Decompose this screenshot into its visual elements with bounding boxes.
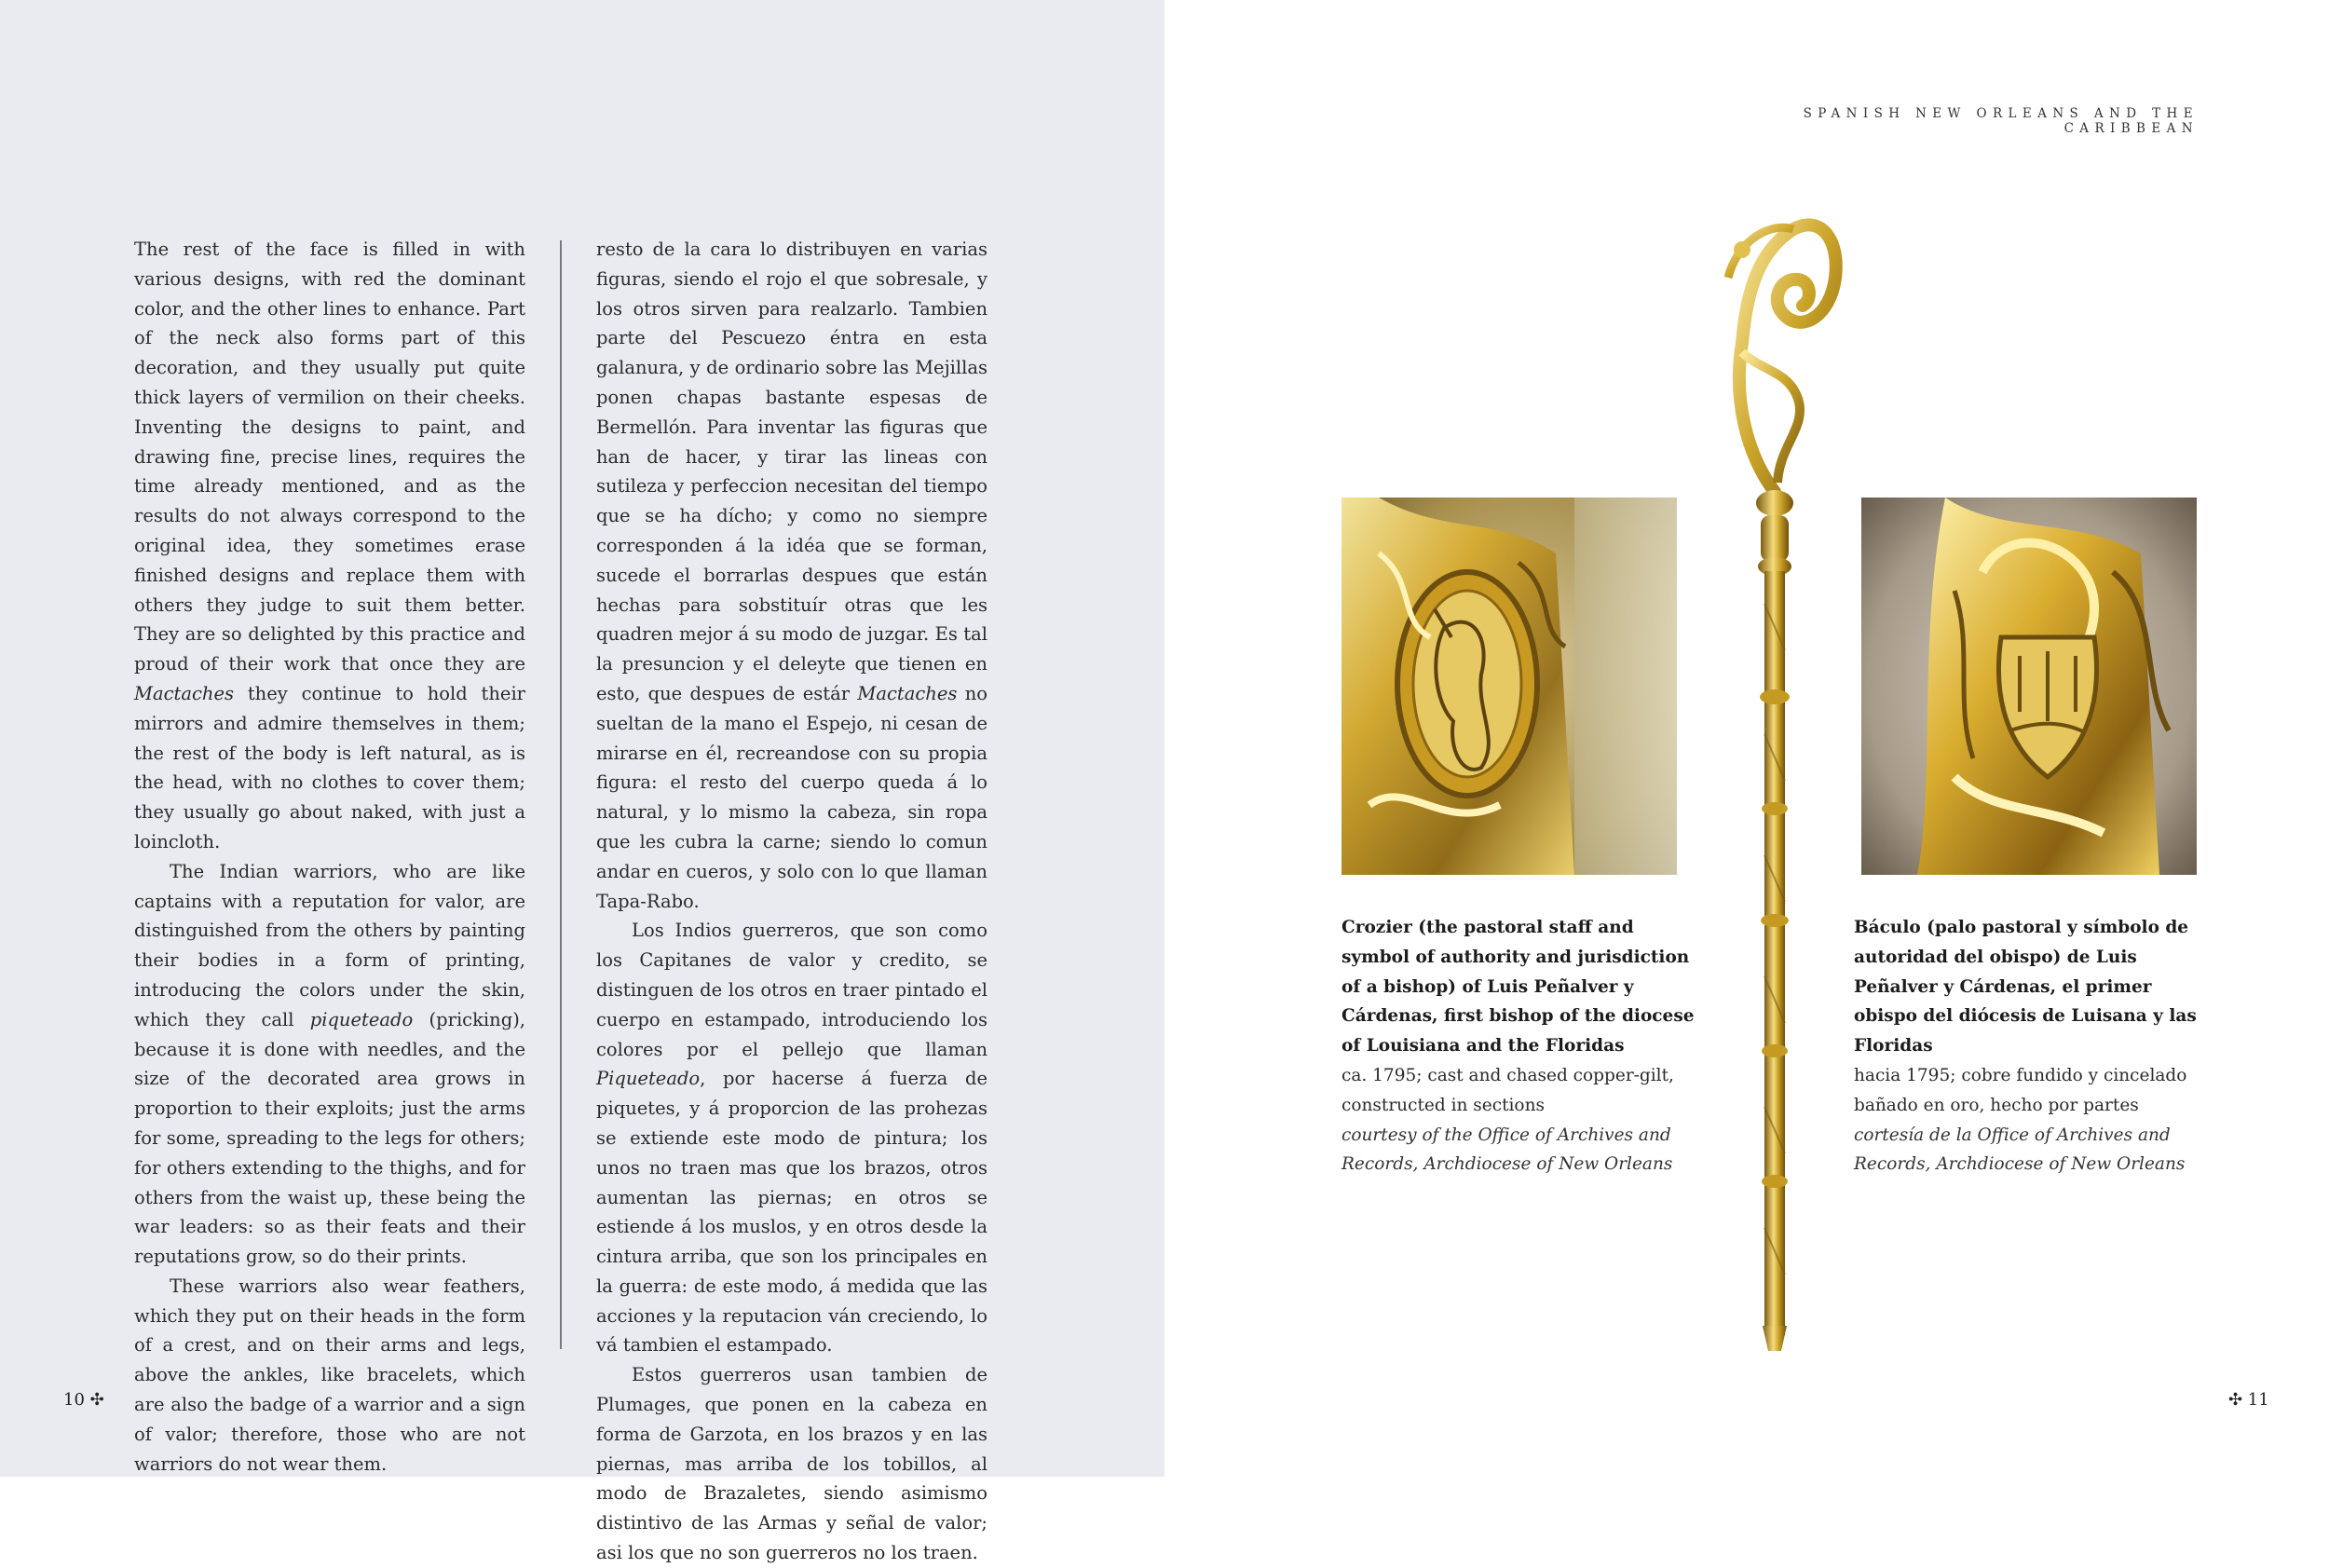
spanish-paragraph-1: resto de la cara lo distribuyen en varias figuras, siendo el rojo el que sobresale, y los otros sirven para realzarlo. Tambien parte del Pescuezo éntra en esta galanura, y de ordinario sobre las Mejillas ponen chapas bastante espesas de Bermellón. Para inventar las figuras que han de hacer, y tirar las lineas con sutileza y perfeccion necesitan del tiempo que se ha dícho; y como no siempre corresponden á la idéa que se forman, sucede el borrarlas despues que están hechas para sobstituír otras que les quadren mejor á su modo de juzgar. Es tal la presuncion y el deleyte que tienen en esto, que despues de estár Mactaches no sueltan de la mano el Espejo, ni cesan de mirarse en él, recreandose con su propia figura: el resto del cuerpo queda á lo natural, y lo mismo la cabeza, sin ropa que les cubra la carne; siendo lo comun andar en cueros, y solo con lo que llaman Tapa-Rabo. <box>596 239 988 912</box>
english-term-mactaches: Mactaches <box>134 682 235 704</box>
crozier-detail-photo-arms <box>1861 498 2197 875</box>
english-paragraph-2: The Indian warriors, who are like captains with a reputation for valor, are distinguished from the others by painting their bodies in a form of printing, introducing the colors under the skin, which they call piqueteado (pricking), because it is done with needles, and the size of the decorated area grows in proportion to their exploits; just the arms for some, spreading to the legs for others; for others extending to the thighs, and for others from the waist up, these being the war leaders: so as their feats and their reputations grow, so do their prints. <box>134 860 525 1268</box>
caption-english-credit: courtesy of the Office of Archives and Records, Archdiocese of New Orleans <box>1342 1125 1673 1175</box>
column-divider <box>560 240 562 1349</box>
caption-spanish-title: Báculo (palo pastoral y símbolo de autoridad del obispo) de Luis Peñalver y Cárdenas, el primer obispo del diócesis de Luisana y las Floridas <box>1854 918 2197 1057</box>
left-page <box>0 0 1164 1564</box>
crozier-detail-photo-pelican <box>1342 498 1677 875</box>
page-number-right: ✣ 11 <box>2228 1390 2269 1410</box>
english-text-column <box>134 235 525 1479</box>
spanish-paragraph-3: Estos guerreros usan tambien de Plumages, que ponen en la cabeza en forma de Garzota, en los brazos y en las piernas, mas arriba de los tobillos, al modo de Brazaletes, siendo asimismo distintivo de las Armas y señal de valor; asi los que no son guerreros no los traen. <box>596 1364 987 1564</box>
caption-spanish-credit: cortesía de la Office of Archives and Records, Archdiocese of New Orleans <box>1854 1125 2186 1175</box>
running-head: SPANISH NEW ORLEANS AND THE CARIBBEAN <box>1803 106 2199 136</box>
caption-spanish <box>1854 913 2208 1179</box>
caption-english-title: Crozier (the pastoral staff and symbol of authority and jurisdiction of a bishop) of Luis Peñalver y Cárdenas, first bishop of the diocese of Louisiana and the Floridas <box>1342 918 1695 1057</box>
english-term-piqueteado: piqueteado <box>309 1008 414 1030</box>
english-paragraph-1: The rest of the face is filled in with various designs, with red the dominant color, and the other lines to enhance. Part of the neck also forms part of this decoration, and they usually put quite thick layers of vermilion on their cheeks. Inventing the designs to paint, and drawing fine, precise lines, requires the time already mentioned, and as the results do not always correspond to the original idea, they sometimes erase finished designs and replace them with others they judge to suit them better. They are so delighted by this practice and proud of their work that once they are Mactaches they continue to hold their mirrors and admire themselves in them; the rest of the body is left natural, as is the head, with no clothes to cover them; they usually go about naked, with just a loincloth. <box>134 239 525 852</box>
spanish-term-mactaches: Mactaches <box>857 682 958 704</box>
crozier-full-photo <box>1705 212 1845 1355</box>
caption-english-details: ca. 1795; cast and chased copper-gilt, constructed in sections <box>1342 1065 1674 1115</box>
spanish-paragraph-2: Los Indios guerreros, que son como los Capitanes de valor y credito, se distinguen de los otros en traer pintado el cuerpo en estampado, introduciendo los colores por el pellejo que llaman Piqueteado, por hacerse á fuerza de piquetes, y á proporcion de las prohezas se extiende este modo de pintura; los unos no traen mas que los brazos, otros aumentan las piernas; en otros se estiende á los muslos, y en otros desde la cintura arriba, que son los principales en la guerra: de este modo, á medida que las acciones y la reputacion ván creciendo, lo vá tambien el estampado. <box>596 920 987 1357</box>
caption-spanish-details: hacia 1795; cobre fundido y cincelado bañado en oro, hecho por partes <box>1854 1065 2187 1115</box>
caption-english <box>1342 913 1696 1179</box>
page-number-left: 10 ✣ <box>63 1390 104 1410</box>
spanish-text-column <box>596 235 987 1568</box>
english-paragraph-3: These warriors also wear feathers, which they put on their heads in the form of a crest, and on their arms and legs, above the ankles, like bracelets, which are also the badge of a warrior and a sign of valor; therefore, those who are not warriors do not wear them. <box>134 1275 525 1475</box>
spanish-term-piqueteado: Piqueteado <box>596 1068 701 1090</box>
